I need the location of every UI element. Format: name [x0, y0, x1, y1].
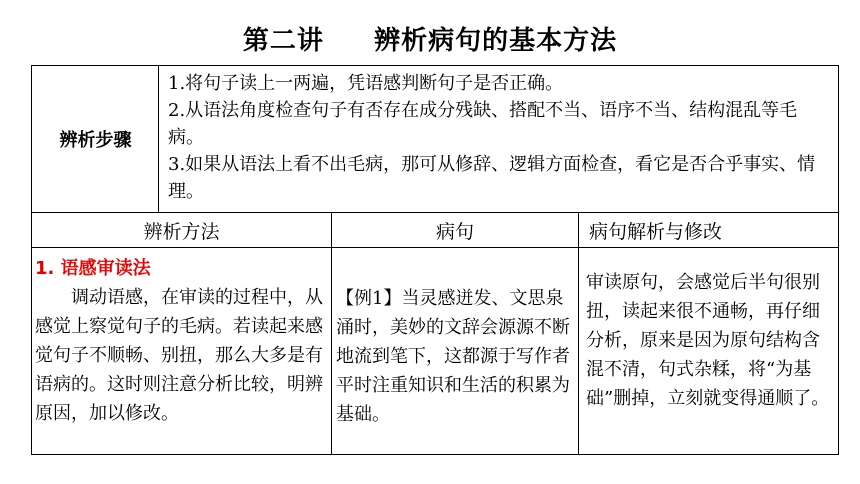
column-divider-2 — [578, 212, 579, 455]
step-item: 1.将句子读上一两遍，凭语感判断句子是否正确。 — [168, 73, 564, 94]
example-cell — [336, 248, 576, 454]
step-item: 3.如果从语法上看不出毛病，那可从修辞、逻辑方面检查，看它是否合乎事实、情理。 — [168, 154, 816, 202]
analysis-text: 审读原句，会感觉后半句很别扭，读起来很不通畅，再仔细分析，原来是因为原句结构含混不清，句式杂糅，将“为基础”删掉，立刻就变得通顺了。 — [586, 272, 830, 409]
column-divider-1 — [331, 212, 332, 455]
header-method: 辨析方法 — [143, 220, 220, 243]
header-sentence: 病句 — [435, 220, 474, 243]
header-analysis: 病句解析与修改 — [589, 220, 723, 243]
steps-content — [160, 66, 838, 212]
step-item: 2.从语法角度检查句子有否存在成分残缺、搭配不当、语序不当、结构混乱等毛病。 — [168, 100, 798, 148]
method-title: 1. 语感审读法 — [35, 258, 151, 279]
analysis-cell — [586, 248, 836, 454]
method-text: 调动语感，在审读的过程中，从感觉上察觉句子的毛病。若读起来感觉句子不顺畅、别扭，那么大多是有语病的。这时则注意分析比较，明辨原因，加以修改。 — [35, 287, 323, 424]
page-title: 第二讲 辨析病句的基本方法 — [242, 26, 618, 56]
method-cell — [35, 248, 329, 454]
steps-label: 辨析步骤 — [59, 130, 132, 151]
example-text: 【例1】当灵感迸发、文思泉涌时，美妙的文辞会源源不断地流到笔下，这都源于写作者平时注重知识和生活的积累为基础。 — [336, 288, 570, 425]
